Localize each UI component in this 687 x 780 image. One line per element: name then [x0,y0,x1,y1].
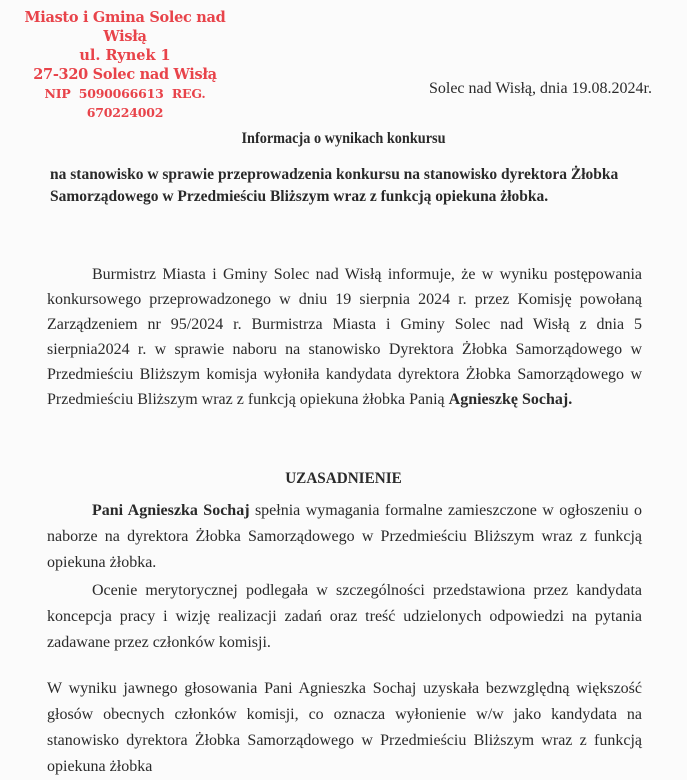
justification-heading: UZASADNIENIE [285,470,402,487]
candidate-name-bold: Pani Agnieszka Sochaj [92,502,250,519]
stamp-street: ul. Rynek 1 [79,47,171,64]
document-subtitle: na stanowisko w sprawie przeprowadzenia konkursu na stanowisko dyrektora Żłobka Samorządowego w Przedmieściu Bliższym wraz z funkcją opiekuna żłobka. [50,166,619,205]
candidate-name: Agnieszkę Sochaj. [448,391,573,408]
justification-paragraph-vote: W wyniku jawnego głosowania Pani Agnieszka Sochaj uzyskała bezwzględną większość głosów obecnych członków komisji, co oznacza wyłonienie w/w jako kandydata na stanowisko dyrektora Żłobka Samorządowego w Przedmieściu Bliższym wraz z funkcją opiekuna żłobka [47,680,642,775]
stamp-ids [14,84,236,122]
requirements-text: spełnia wymagania formalne zamieszczone w ogłoszeniu o naborze na dyrektora Żłobka Samorządowego w Przedmieściu Bliższym wraz z funkcją opiekuna żłobka. [47,502,642,571]
stamp-postal-city: 27-320 Solec nad Wisłą [33,66,217,83]
justification-paragraph-evaluation [47,578,642,656]
stamp-institution-name: Miasto i Gmina Solec nad Wisłą [24,9,226,45]
institution-stamp [14,8,236,122]
evaluation-text: Ocenie merytorycznej podlegała w szczególności przedstawiona przez kandydata koncepcja pracy i wizję realizacji zadań oraz treść udzielonych odpowiedzi na pytania zadawane przez członków komisji. [47,582,642,651]
stamp-nip: NIP 5090066613 [44,86,164,101]
announcement-text: Burmistrz Miasta i Gminy Solec nad Wisłą informuje, że w wyniku postępowania konkursowego przeprowadzonego w dniu 19 sierpnia 2024 r. przez Komisję powołaną Zarządzeniem nr 95/2024 r. Burmistrza Miasta i Gminy Solec nad Wisłą z dnia 5 sierpnia2024 r. w sprawie naboru na stanowisko Dyrektora Żłobka Samorządowego w Przedmieściu Bliższym komisja wyłoniła kandydata dyrektora Żłobka Samorządowego w Przedmieściu Bliższym wraz z funkcją opiekuna żłobka Panią [47,266,642,408]
place-and-date: Solec nad Wisłą, dnia 19.08.2024r. [428,80,652,97]
justification-paragraph-requirements [47,498,642,576]
announcement-paragraph [47,262,642,412]
document-title: Informacja o wynikach konkursu [241,130,446,147]
stamp-regon: REG. 670224002 [86,86,206,120]
